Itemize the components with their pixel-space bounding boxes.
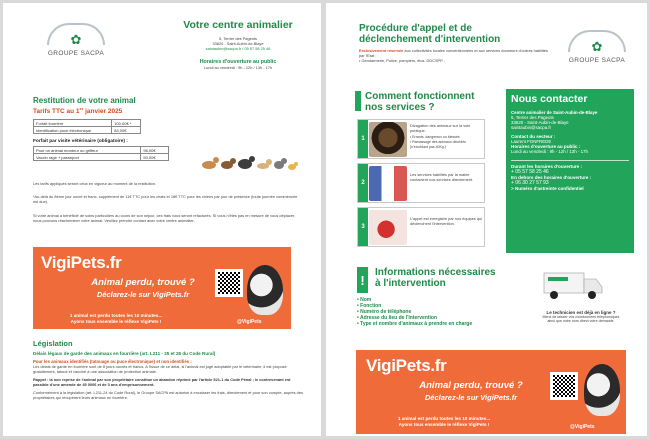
restitution-title-text: Restitution de votre animal xyxy=(33,96,136,105)
procedure-block xyxy=(359,23,549,63)
tech-block xyxy=(541,310,621,324)
sacpa-logo-right xyxy=(566,30,628,64)
step-number: 2 xyxy=(358,164,368,202)
subtitle-prefix: Tarifs TTC au 1 xyxy=(33,108,80,116)
vigipets-heading1: Animal perdu, trouvé ? xyxy=(419,380,523,391)
dog-photo xyxy=(369,122,407,157)
steps-list xyxy=(357,119,487,249)
tech-title: Le technicien est déjà en ligne ? xyxy=(546,310,616,315)
procedure-list: • Gendarmerie, Police, pompiers, élus, DDCSPP... xyxy=(359,58,446,63)
step-text-sub: • Errants, dangereux ou blessés • Ramassage des animaux décédés (n'excédant pas 40Kg.) xyxy=(410,135,466,149)
step-2 xyxy=(357,163,485,203)
fee-value: 83,00€ xyxy=(112,127,141,134)
mairie-photo xyxy=(369,166,407,201)
exclusive-rest: aux collectivités locales conventionnées et aux services donneurs d'ordres habilités par l'Etat : xyxy=(359,48,548,58)
step-text: Les services habilités par la mairie contactent nos services directement. xyxy=(410,172,474,182)
contact-email[interactable]: saintaubin@sacpa.fr xyxy=(511,125,552,130)
phone-photo xyxy=(369,210,407,245)
contact-address2: 33820 - Saint-Aubin-de-Blaye xyxy=(511,120,569,125)
vet-value: 50,00€ xyxy=(141,154,169,161)
during-phone[interactable]: + 05 57 58 25 46 xyxy=(511,169,549,175)
vet-table xyxy=(33,146,169,161)
fees-table xyxy=(33,119,141,134)
outside-label: En dehors des horaires d'ouverture : xyxy=(511,175,592,180)
step-3 xyxy=(357,207,485,247)
paw-icon: ✿ xyxy=(591,39,603,54)
vigipets-footer2: Ayons tous ensemble le réflexe VigiPets ! xyxy=(398,422,490,427)
how-title2: nos services ? xyxy=(365,102,435,113)
vet-title: Forfait par visite vétérinaire (obligatoire) : xyxy=(33,139,128,145)
contact-address1: 5, Terrier des Pageots xyxy=(511,115,554,120)
list-item: • Nom xyxy=(357,297,372,303)
how-block xyxy=(357,91,507,113)
info-title1: Informations nécessaires xyxy=(375,267,496,278)
logo-text: GROUPE SACPA xyxy=(47,50,105,57)
centre-block xyxy=(163,19,313,70)
list-item: • Fonction xyxy=(357,303,382,309)
contact-box xyxy=(506,89,634,253)
vigipets-heading2: Déclarez-le sur VigiPets.fr xyxy=(424,393,518,402)
logo-text: GROUPE SACPA xyxy=(568,57,626,64)
note-supplement: *Au-delà du 8ème jour ouvré et franc, supplément de 11€ TTC pour les chats et 16€ TTC pour les chiens par jour de présence (toute journée commencée est due). xyxy=(33,194,298,204)
subtitle-sup: er xyxy=(79,106,84,111)
sacpa-logo xyxy=(45,23,107,57)
vet-label: Pour un animal mordeur ou griffeur xyxy=(34,147,141,154)
contact-hours: Lundi au vendredi : 9h - 12h / 13h - 17h xyxy=(511,149,588,154)
fee-value: 100,00€ * xyxy=(112,120,141,127)
legislation-title: Législation xyxy=(33,339,73,348)
truck-illustration xyxy=(538,269,604,301)
step-1 xyxy=(357,119,485,159)
restitution-subtitle xyxy=(33,106,193,115)
vigipets-footer1: 1 animal est perdu toutes les 10 minutes... xyxy=(397,416,491,421)
during-label: Durant les horaires d'ouverture : xyxy=(511,164,583,169)
info-bar-icon xyxy=(355,91,361,111)
legislation-identified: Pour les animaux identifiés (tatouage ou puce électronique) et non identifiés : xyxy=(33,359,192,364)
right-page xyxy=(326,3,647,436)
step-number: 3 xyxy=(358,208,368,246)
vigipets-logo: VigiPets.fr xyxy=(366,356,447,375)
exclamation-icon: ! xyxy=(357,267,368,293)
contact-title: Nous contacter xyxy=(511,93,588,105)
procedure-exclusive xyxy=(359,48,549,58)
table-row xyxy=(34,147,169,154)
legislation-p3: Conformément à la législation (art. L211-24 du Code Rural), le Groupe SACPA est autorisé à encaisser les frais, directement et pour son compte, auprès des propriétaires qui récupèrent leurs animaux en fourrière. xyxy=(33,390,303,400)
outside-phone[interactable]: + 06 30 27 57 93 xyxy=(511,180,549,186)
exclusive-emphasis: Exclusivement réservée xyxy=(359,48,404,53)
legislation-block xyxy=(33,339,305,400)
vigipets-logo: VigiPets.fr xyxy=(41,253,122,272)
contact-label: Contact du secteur : xyxy=(511,134,556,139)
contact-centre: Centre animalier de Saint-Aubin-de-Blaye xyxy=(511,110,598,115)
centre-hours-title: Horaires d'ouverture au public xyxy=(199,59,277,65)
centre-contact[interactable]: saintaubin@sacpa.fr / 05 57 58 25 46 xyxy=(205,46,271,51)
centre-title: Votre centre animalier xyxy=(183,19,293,31)
vet-value: 96,00€ xyxy=(141,147,169,154)
restitution-title xyxy=(33,96,193,105)
vigipets-banner-right[interactable] xyxy=(356,350,626,434)
astreinte: > Numéro d'astreinte confidentiel xyxy=(511,186,584,191)
legislation-p2: Rappel : la non reprise de l'animal par son propriétaire constitue un abandon réprimé par l'article 521-1 du Code Pénal ; le contrevenant est passible d'une amende de 45 000€ et de 3 ans d'emprisonnement. xyxy=(33,377,291,387)
vigipets-footer2: Ayons tous ensemble le réflexe VigiPets ! xyxy=(70,319,162,324)
centre-address2: 33820 - Saint-Aubin-de-Blaye xyxy=(212,41,264,46)
list-item: • Type et nombre d'animaux à prendre en charge xyxy=(357,321,473,327)
list-item: • Numéro de téléphone xyxy=(357,309,412,315)
procedure-title2: déclenchement d'intervention xyxy=(359,34,501,45)
table-row xyxy=(34,120,141,127)
dog-image xyxy=(247,265,283,315)
list-item: • Adresse du lieu de l'intervention xyxy=(357,315,437,321)
fee-label: Identification puce électronique xyxy=(34,127,112,134)
contact-name: Laurent FONFREDE xyxy=(511,139,552,144)
table-row xyxy=(34,154,169,161)
centre-address1: 5, Terrier des Pageots xyxy=(219,36,257,41)
note-tarifs: Les tarifs appliqués seront ceux en vigueur au moment de la restitution. xyxy=(33,181,157,186)
step-text-main: Divagation des animaux sur la voie publique. xyxy=(410,123,471,133)
restitution-block xyxy=(33,96,193,161)
step-text: L'appel est enregistré par nos équipes qui déclenchent l'intervention. xyxy=(410,216,483,226)
subtitle-suffix: janvier 2025 xyxy=(83,108,123,116)
contact-hours-label: Horaires d'ouverture au public : xyxy=(511,144,581,149)
vet-label: Vaccin rage + passeport xyxy=(34,154,141,161)
vigipets-social[interactable]: @VigiPets xyxy=(570,424,595,430)
vigipets-heading2: Déclarez-le sur VigiPets.fr xyxy=(96,290,190,299)
centre-hours: Lundi au vendredi : 9h - 12h / 13h - 17h xyxy=(203,65,273,70)
info-title2: à l'intervention xyxy=(375,278,446,289)
legislation-p1: Les délais de garde en fourrière sont de 8 jours ouvrés et francs. A l'issue de ce délai, si l'animal est jugé adoptable par le vétérinaire, il est proposé gratuitement, tatoué et vacciné à une association de protection animale. xyxy=(33,364,287,374)
vigipets-banner[interactable] xyxy=(33,247,291,329)
paw-icon: ✿ xyxy=(70,32,82,47)
step-number: 1 xyxy=(358,120,368,158)
step-text xyxy=(410,123,484,150)
vigipets-social[interactable]: @VigiPets xyxy=(237,319,262,325)
how-title1: Comment fonctionnent xyxy=(365,91,475,102)
vigipets-heading1: Animal perdu, trouvé ? xyxy=(91,277,195,288)
tech-text: Merci de laisser vos coordonnées téléphoniques ainsi que votre nom direct votre demande. xyxy=(542,315,620,324)
dog-image xyxy=(584,364,620,416)
qr-code-icon[interactable] xyxy=(550,372,578,400)
qr-code-icon[interactable] xyxy=(215,269,243,297)
left-page xyxy=(3,3,321,436)
animals-illustration xyxy=(199,151,299,173)
note-soins: Si votre animal a bénéficié de soins particuliers au cours de son séjour, ces frais vous seront refacturés. Si vous n'êtes pas en mesure de vous déplacer, nous pouvons réacheminer votre animal. Veuillez prendre contact avec votre centre animalier. xyxy=(33,213,296,223)
vigipets-footer1: 1 animal est perdu toutes les 10 minutes... xyxy=(69,313,163,318)
fee-label: Forfait fourrière xyxy=(34,120,112,127)
procedure-title1: Procédure d'appel et de xyxy=(359,23,472,34)
table-row xyxy=(34,127,141,134)
legislation-delais: Délais légaux de garde des animaux en fourrière (art. L211 - 25 et 26 du Code Rural) xyxy=(33,351,216,356)
